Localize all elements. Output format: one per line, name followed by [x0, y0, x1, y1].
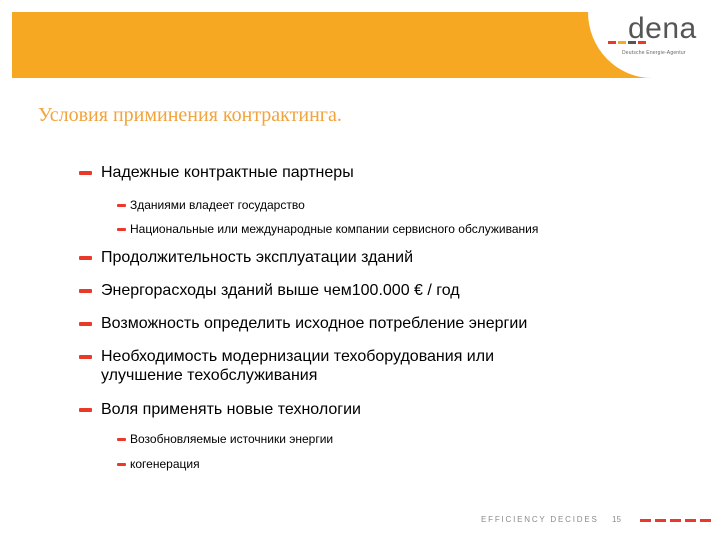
header-band — [12, 12, 720, 78]
sub-bullet-dash — [117, 463, 126, 466]
bullet-item: Надежные контрактные партнеры — [101, 164, 354, 181]
bullet-item-line2: улучшение техобслуживания — [101, 367, 318, 384]
sub-bullet-item: Национальные или международные компании сервисного обслуживания — [130, 222, 539, 236]
footer-slogan: EFFICIENCY DECIDES — [481, 515, 599, 524]
logo-subtitle: Deutsche Energie-Agentur — [622, 50, 686, 56]
logo-text: dena — [628, 12, 697, 45]
bullet-dash — [79, 256, 92, 260]
sub-bullet-dash — [117, 438, 126, 441]
slide-title: Условия приминения контрактинга. — [38, 104, 342, 126]
bullet-dash — [79, 355, 92, 359]
bullet-item: Продолжительность эксплуатации зданий — [101, 249, 414, 266]
bullet-item: Возможность определить исходное потребление энергии — [101, 315, 528, 332]
bullet-dash — [79, 408, 92, 412]
dena-logo — [588, 12, 720, 78]
sub-bullet-item: Зданиями владеет государство — [130, 198, 305, 212]
footer-dashes — [640, 519, 711, 522]
bullet-item: Воля применять новые технологии — [101, 401, 361, 418]
sub-bullet-item: когенерация — [130, 457, 200, 471]
bullet-item: Энергорасходы зданий выше чем100.000 € / год — [101, 282, 460, 299]
bullet-dash — [79, 289, 92, 293]
sub-bullet-dash — [117, 204, 126, 207]
page-number: 15 — [612, 515, 621, 524]
bullet-item-line1: Необходимость модернизации техоборудования или — [101, 348, 495, 365]
sub-bullet-dash — [117, 228, 126, 231]
bullet-dash — [79, 322, 92, 326]
bullet-dash — [79, 171, 92, 175]
sub-bullet-item: Возобновляемые источники энергии — [130, 432, 334, 446]
